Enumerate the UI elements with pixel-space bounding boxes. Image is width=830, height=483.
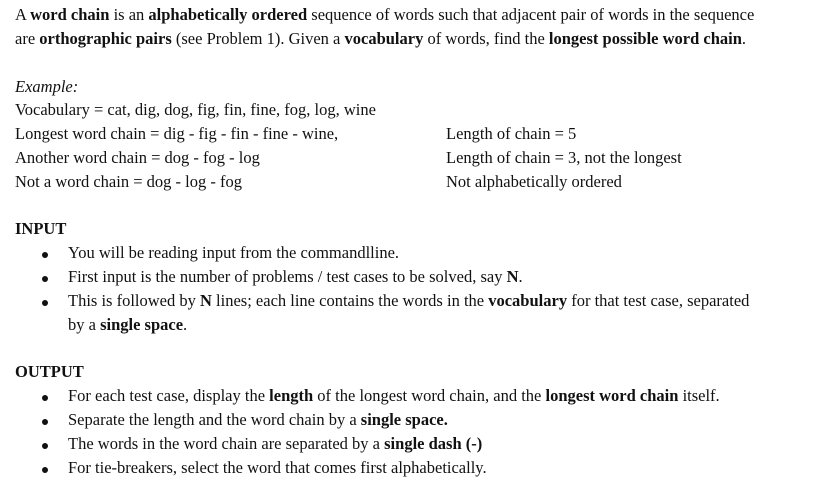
example-row-right: Length of chain = 5	[446, 124, 577, 143]
term-word-chain: word chain	[30, 5, 110, 24]
term-vocabulary: vocabulary	[344, 29, 424, 48]
bullet-icon	[42, 443, 48, 449]
example-heading: Example:	[15, 77, 79, 96]
example-row-left: Longest word chain = dig - fig - fin - fine - wine,	[15, 124, 339, 143]
bullet-icon	[42, 276, 48, 282]
output-bullet-2: Separate the length and the word chain by a single space.	[68, 410, 448, 429]
intro-line-2: are orthographic pairs (see Problem 1). Given a vocabulary of words, find the longest possible word chain.	[15, 29, 747, 48]
bullet-icon	[42, 419, 48, 425]
input-bullet-1: You will be reading input from the commandlline.	[68, 243, 400, 262]
output-heading: OUTPUT	[15, 362, 84, 381]
output-bullet-3: The words in the word chain are separated by a single dash (-)	[68, 434, 483, 453]
bullet-icon	[42, 252, 48, 258]
input-bullet-3: This is followed by N lines; each line contains the words in the vocabulary for that test case, separated	[68, 291, 750, 310]
example-row-right: Not alphabetically ordered	[446, 172, 622, 191]
bullet-icon	[42, 300, 48, 306]
example-row-left: Not a word chain = dog - log - fog	[15, 172, 242, 191]
input-bullet-3-continued: by a single space.	[68, 315, 188, 334]
bullet-icon	[42, 467, 48, 473]
bullet-icon	[42, 395, 48, 401]
intro-line-1: A word chain is an alphabetically ordered sequence of words such that adjacent pair of words in the sequence	[15, 5, 755, 24]
output-bullet-4: For tie-breakers, select the word that comes first alphabetically.	[68, 458, 487, 477]
example-row-right: Length of chain = 3, not the longest	[446, 148, 682, 167]
term-alphabetically-ordered: alphabetically ordered	[148, 5, 308, 24]
term-orthographic-pairs: orthographic pairs	[39, 29, 172, 48]
input-bullet-2: First input is the number of problems / test cases to be solved, say N.	[68, 267, 523, 286]
input-heading: INPUT	[15, 219, 67, 238]
example-row-left: Another word chain = dog - fog - log	[15, 148, 260, 167]
term-longest-possible-word-chain: longest possible word chain	[548, 29, 742, 48]
example-vocabulary: Vocabulary = cat, dig, dog, fig, fin, fine, fog, log, wine	[15, 100, 376, 119]
output-bullet-1: For each test case, display the length of the longest word chain, and the longest word chain itself.	[68, 386, 720, 405]
